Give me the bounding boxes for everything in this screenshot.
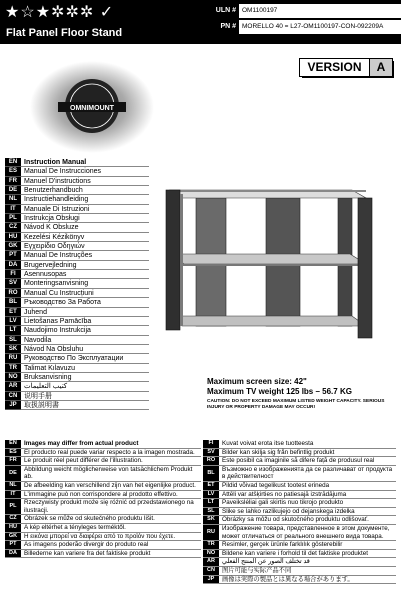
language-title: Návod K Obsluze xyxy=(21,223,149,232)
uln-value: OM1100197 xyxy=(239,4,401,18)
language-code: IT xyxy=(5,205,21,214)
language-item xyxy=(5,401,149,410)
language-code: DE xyxy=(5,186,21,195)
language-code: JP xyxy=(5,401,21,410)
notice-language-code: EN xyxy=(5,440,21,448)
specs-block xyxy=(207,377,387,411)
language-title: Manual De Instrucciones xyxy=(21,167,149,176)
language-title: Kezelési Kézikönyv xyxy=(21,233,149,242)
language-title: Manuale Di Istruzioni xyxy=(21,205,149,214)
language-code: FI xyxy=(5,270,21,279)
notice-language-code: GK xyxy=(5,533,21,541)
max-screen-size: Maximum screen size: 42" xyxy=(207,377,307,386)
notice-language-code: SV xyxy=(203,449,219,457)
notice-text: Pildid võivad tegelikust tootest erineda xyxy=(222,481,330,489)
language-item xyxy=(5,373,149,382)
notice-language-code: ET xyxy=(203,482,219,490)
language-code: LV xyxy=(5,317,21,326)
star-rating-icon: ★☆★✲✲✲ ✓ xyxy=(5,4,115,21)
notice-row xyxy=(5,466,201,482)
notice-language-code: JP xyxy=(203,576,219,584)
notice-text: Η εικόνα μπορεί να διαφέρει από το προϊόν που έχετε. xyxy=(24,532,176,540)
notice-row xyxy=(203,499,396,508)
notice-text: El producto real puede variar respecto a la imagen mostrada. xyxy=(24,448,195,456)
notice-row xyxy=(203,440,396,449)
notice-row xyxy=(203,482,396,491)
language-item xyxy=(5,392,149,401)
language-code: RO xyxy=(5,289,21,298)
language-title: Talimat Kılavuzu xyxy=(21,364,149,373)
language-code: PL xyxy=(5,214,21,223)
notice-row xyxy=(203,516,396,525)
language-item xyxy=(5,345,149,354)
caution-text: CAUTION: DO NOT EXCEED MAXIMUM LISTED WEIGHT CAPACITY. SERIOUS INJURY OR PROPERTY DAMAGE MAY OCCUR! xyxy=(207,399,385,410)
notice-language-code: SK xyxy=(203,516,219,524)
notice-text: Paveikslėliai gali skirtis nuo tikrojo produkto xyxy=(222,499,344,507)
notice-language-code: ES xyxy=(5,449,21,457)
language-title: Brugervejledning xyxy=(21,261,149,270)
logo-text: OMNIMOUNT xyxy=(70,105,114,112)
notice-row xyxy=(5,541,201,550)
notice-row xyxy=(203,525,396,541)
language-item xyxy=(5,186,149,195)
language-item xyxy=(5,167,149,176)
language-item xyxy=(5,233,149,242)
language-code: HU xyxy=(5,233,21,242)
language-code: CN xyxy=(5,392,21,401)
language-code: CZ xyxy=(5,223,21,232)
notice-text: Images may differ from actual product xyxy=(24,440,139,447)
language-code: PT xyxy=(5,251,21,260)
language-code: BL xyxy=(5,298,21,307)
notice-language-code: NL xyxy=(5,482,21,490)
notice-text: Attēli var atšķirties no patiesajā izstrādājuma xyxy=(222,490,347,498)
language-code: FR xyxy=(5,177,21,186)
product-title: Flat Panel Floor Stand xyxy=(6,27,123,39)
notice-row xyxy=(5,457,201,466)
language-title: Monteringsanvisning xyxy=(21,279,149,288)
notice-language-code: LT xyxy=(203,499,219,507)
notice-row xyxy=(5,449,201,458)
id-table xyxy=(210,4,401,36)
language-title: Naudojimo Instrukcija xyxy=(21,326,149,335)
notice-text: Изображение товара, представленное в этом документе, может отличаться от реального внешнего вида товара. xyxy=(222,524,390,540)
max-tv-weight: Maximum TV weight 125 lbs – 56.7 KG xyxy=(207,387,352,396)
notice-row xyxy=(203,491,396,500)
version-value: A xyxy=(369,59,392,76)
language-item xyxy=(5,242,149,251)
notice-text: 图片可能与实际产品不同 xyxy=(222,566,292,574)
language-item xyxy=(5,270,149,279)
language-item xyxy=(5,317,149,326)
notice-text: Abbildung weicht möglicherweise von tatsächlichem Produkt ab. xyxy=(24,465,193,481)
notice-language-code: TR xyxy=(203,541,219,549)
notice-text: Kuvat voivat erota itse tuotteesta xyxy=(222,440,314,447)
language-item xyxy=(5,326,149,335)
language-code: SL xyxy=(5,336,21,345)
language-item xyxy=(5,205,149,214)
notice-row xyxy=(203,550,396,559)
notice-language-code: HU xyxy=(5,524,21,532)
notice-text: Obrázky sa môžu od skutočného produktu odlišovať. xyxy=(222,516,369,524)
notice-row xyxy=(5,550,201,559)
language-title: كتيب التعليمات xyxy=(21,382,149,391)
language-title: Ръководство За Работа xyxy=(21,298,149,307)
language-code: TR xyxy=(5,364,21,373)
language-title: Manual Cu Instrucțiuni xyxy=(21,289,149,298)
notice-language-code: CZ xyxy=(5,515,21,523)
notice-row xyxy=(5,499,201,515)
notice-language-code: BL xyxy=(203,466,219,481)
language-item xyxy=(5,336,149,345)
notice-language-code: NO xyxy=(203,550,219,558)
language-code: ES xyxy=(5,167,21,176)
language-item xyxy=(5,158,149,167)
language-code: NO xyxy=(5,373,21,382)
notice-row xyxy=(203,576,396,585)
notice-language-code: PL xyxy=(5,499,21,514)
notice-text: Bilder kan skilja sig från befintlig produkt xyxy=(222,448,335,456)
language-title: Návod Na Obsluhu xyxy=(21,345,149,354)
language-code: SK xyxy=(5,345,21,354)
omnimount-logo xyxy=(12,60,172,155)
language-title: Руководство По Эксплуатации xyxy=(21,354,149,363)
notice-row xyxy=(5,533,201,542)
notice-text: 画像は実際の製品とは異なる場合があります。 xyxy=(222,575,354,583)
pn-label: PN # xyxy=(210,20,239,34)
notice-language-code: FI xyxy=(203,440,219,448)
language-item xyxy=(5,289,149,298)
language-code: GK xyxy=(5,242,21,251)
notice-text: Obrázek se může od skutečného produktu lišit. xyxy=(24,515,155,523)
notice-language-code: LV xyxy=(203,491,219,499)
uln-label: ULN # xyxy=(210,4,239,18)
notice-language-code: PT xyxy=(5,541,21,549)
notice-row xyxy=(203,508,396,517)
notice-language-code: CN xyxy=(203,567,219,575)
language-code: RU xyxy=(5,354,21,363)
language-code: AR xyxy=(5,382,21,391)
language-title: 取扱説明書 xyxy=(21,401,149,410)
language-item xyxy=(5,261,149,270)
notice-language-code: DA xyxy=(5,550,21,558)
notice-table-right xyxy=(203,440,396,584)
language-title: Instruction Manual xyxy=(21,158,149,167)
language-item xyxy=(5,364,149,373)
notice-text: Este posibil ca imaginile să difere față de produsul real xyxy=(222,457,375,465)
notice-text: A kép eltérhet a tényleges terméktől. xyxy=(24,523,126,531)
notice-language-code: SL xyxy=(203,508,219,516)
language-code: SV xyxy=(5,279,21,288)
notice-row xyxy=(5,515,201,524)
notice-row xyxy=(203,457,396,466)
language-item xyxy=(5,214,149,223)
notice-language-code: AR xyxy=(203,558,219,566)
language-title: Bruksanvisning xyxy=(21,373,149,382)
language-item xyxy=(5,354,149,363)
stand-illustration xyxy=(162,176,386,376)
notice-text: Rzeczywisty produkt może się różnić od przedstawionego na ilustracji. xyxy=(24,499,194,514)
language-title: Asennusopas xyxy=(21,270,149,279)
notice-row xyxy=(5,524,201,533)
notice-text: As imagens poderão divergir do produto real xyxy=(24,541,149,549)
notice-row xyxy=(5,440,201,449)
language-title: Εγχειρίδιο Οδηγιών xyxy=(21,242,149,251)
notice-row xyxy=(5,482,201,491)
version-box xyxy=(299,58,393,77)
notice-text: Slike se lahko razlikujejo od dejanskega izdelka xyxy=(222,507,355,515)
language-code: DA xyxy=(5,261,21,270)
language-title: Benutzerhandbuch xyxy=(21,186,149,195)
notice-text: De afbeelding kan verschillend zijn van het eigenlijke product. xyxy=(24,481,196,489)
language-item xyxy=(5,195,149,204)
language-title: Manual De Instruções xyxy=(21,251,149,260)
notice-language-code: RU xyxy=(203,525,219,540)
notice-text: Resimler, gerçek ürünle farklılık gösterebilir xyxy=(222,541,343,549)
language-item xyxy=(5,177,149,186)
notice-row xyxy=(203,567,396,576)
notice-row xyxy=(203,541,396,550)
language-item xyxy=(5,279,149,288)
notice-row xyxy=(203,558,396,567)
notice-language-code: IT xyxy=(5,491,21,499)
notice-text: Le produit réel peut différer de l'illustration. xyxy=(24,457,143,465)
notice-language-code: FR xyxy=(5,457,21,465)
language-title: Manuel D'instructions xyxy=(21,177,149,186)
language-title: Instrukcja Obsługi xyxy=(21,214,149,223)
language-title: Lietošanas Pamācība xyxy=(21,317,149,326)
language-code: EN xyxy=(5,158,21,167)
notice-table-left xyxy=(5,440,201,558)
notice-text: Billederne kan variere fra det faktiske produkt xyxy=(24,549,151,557)
language-title: Instructiehandleiding xyxy=(21,195,149,204)
language-item xyxy=(5,308,149,317)
language-title: 说明手册 xyxy=(21,392,149,401)
pn-row xyxy=(210,20,401,34)
notice-language-code: DE xyxy=(5,466,21,481)
notice-text: Възможно е изображенията да се различават от продукта в действителност xyxy=(222,465,393,481)
language-item xyxy=(5,298,149,307)
language-code: ET xyxy=(5,308,21,317)
notice-language-code: RO xyxy=(203,457,219,465)
language-title: Navodila xyxy=(21,336,149,345)
notice-text: Bildene kan variere i forhold til det faktiske produktet xyxy=(222,549,368,557)
notice-row xyxy=(203,449,396,458)
uln-row xyxy=(210,4,401,18)
notice-row xyxy=(5,491,201,500)
language-code: LT xyxy=(5,326,21,335)
language-item xyxy=(5,223,149,232)
notice-text: قد تختلف الصور عن المنتج الفعلي xyxy=(222,558,310,566)
language-item xyxy=(5,251,149,260)
language-list xyxy=(5,158,149,410)
notice-row xyxy=(203,466,396,482)
language-title: Juhend xyxy=(21,308,149,317)
language-code: NL xyxy=(5,195,21,204)
notice-text: L'immagine può non corrispondere al prodotto effettivo. xyxy=(24,490,178,498)
version-label: VERSION xyxy=(300,59,369,76)
pn-value: MORELLO 40 = L27-OM1100197-CON-092209A xyxy=(239,20,401,34)
language-item xyxy=(5,382,149,391)
